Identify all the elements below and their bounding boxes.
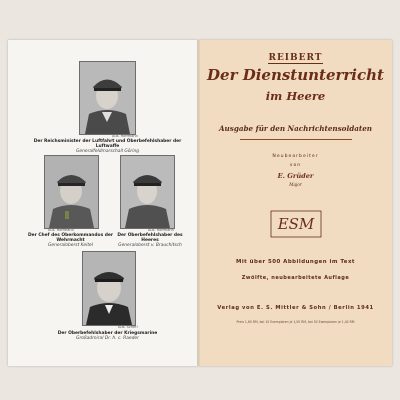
portrait-subcaption-1: Generalfeldmarschall Göring (75, 149, 140, 155)
portrait-credit-4: Aus. Scherl (118, 325, 138, 329)
portrait-photo-1 (79, 61, 136, 135)
price-line: Preis 1,60 RM, bei 10 Exemplaren je 1,50 RM, bei 50 Exemplaren je 1,40 RM (236, 320, 355, 324)
editor-name: E. Grüder (277, 172, 314, 180)
neubearbeiter-label: Neubearbeiter (272, 154, 319, 159)
publisher-line: Verlag von E. S. Mittler & Sohn / Berlin 1941 (217, 305, 374, 311)
svg-text:ESM: ESM (277, 215, 315, 233)
illustration-note: Mit über 500 Abbildungen im Text (235, 259, 356, 265)
von-label: von (289, 163, 302, 168)
book-subtitle: Ausgabe für den Nachrichtensoldaten (218, 124, 372, 133)
portrait-photo-3 (120, 155, 175, 229)
author-name-text: REIBERT (268, 53, 323, 63)
portrait-subcaption-4: Großadmiral Dr. h. c. Raeder (76, 336, 139, 342)
publisher-logo-icon (270, 210, 322, 238)
portrait-caption-text-2: Der Chef des Oberkommandos der Wehrmacht (28, 233, 114, 244)
portrait-subcaption-3: Generaloberst v. Brauchitsch (118, 243, 182, 249)
portrait-caption-text-1: Der Reichsminister der Luftfahrt und Oberbefehlshaber der Luftwaffe (33, 139, 182, 150)
subtitle-underline (240, 139, 352, 140)
portrait-credit-2: Aus. Hoffmann (48, 228, 74, 232)
editor-rank: Major (289, 182, 302, 187)
portrait-caption-text-4: Der Oberbefehlshaber der Kriegsmarine (57, 331, 158, 336)
portrait-caption-3 (110, 233, 190, 249)
edition-note: Zwölfte, neubearbeitete Auflage (241, 275, 350, 281)
book-title-line-1: Der Dienstunterricht (207, 66, 384, 84)
author-name (199, 53, 392, 63)
portrait-photo-2 (44, 155, 99, 229)
portrait-caption-2 (28, 233, 113, 249)
portrait-caption-1 (30, 139, 185, 155)
portrait-subcaption-2: Generaloberst Keitel (48, 243, 93, 249)
portrait-credit-3: Aus. Hoffmann (148, 228, 174, 232)
portrait-credit-1: Aus. Hoffmann (112, 134, 138, 138)
portrait-photo-4 (82, 251, 136, 326)
portrait-caption-4 (40, 331, 175, 341)
book-title-line-2: im Heere (265, 89, 326, 103)
portrait-caption-text-3: Der Oberbefehlshaber des Heeres (117, 233, 183, 244)
